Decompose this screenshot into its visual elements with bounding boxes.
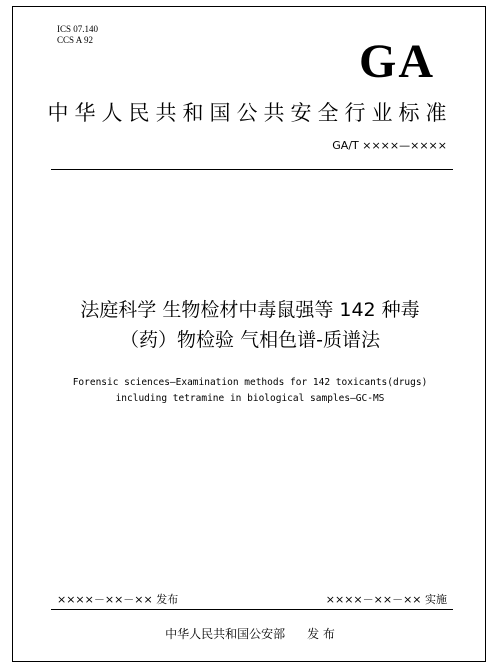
implementation-date: ××××－××－×× 实施 xyxy=(325,593,447,606)
standard-number: GA/T ××××—×××× xyxy=(332,139,447,152)
top-divider xyxy=(51,169,453,170)
standard-category-title: 中华人民共和国公共安全行业标准 xyxy=(47,101,453,125)
ga-logo: GA xyxy=(359,35,435,88)
ics-code: ICS 07.140 xyxy=(57,24,99,34)
publisher-name: 中华人民共和国公安部 xyxy=(165,627,286,641)
document-title xyxy=(13,295,487,355)
document-title-line-1: 法庭科学 生物检材中毒鼠强等 142 种毒 xyxy=(80,299,420,321)
english-title-line-1: Forensic sciences—Examination methods for 142 toxicants(drugs) xyxy=(72,377,428,388)
ccs-code: CCS A 92 xyxy=(57,35,94,45)
publisher-action: 发 布 xyxy=(307,627,335,641)
release-date: ××××－××－×× 发布 xyxy=(57,593,179,606)
english-title-line-2: including tetramine in biological samples—GC-MS xyxy=(115,393,385,404)
bottom-divider xyxy=(51,609,453,610)
english-title xyxy=(13,375,487,407)
document-title-line-2: （药）物检验 气相色谱-质谱法 xyxy=(120,329,380,351)
publisher-line xyxy=(13,626,487,642)
document-cover xyxy=(12,6,486,662)
classification-codes xyxy=(57,24,98,46)
